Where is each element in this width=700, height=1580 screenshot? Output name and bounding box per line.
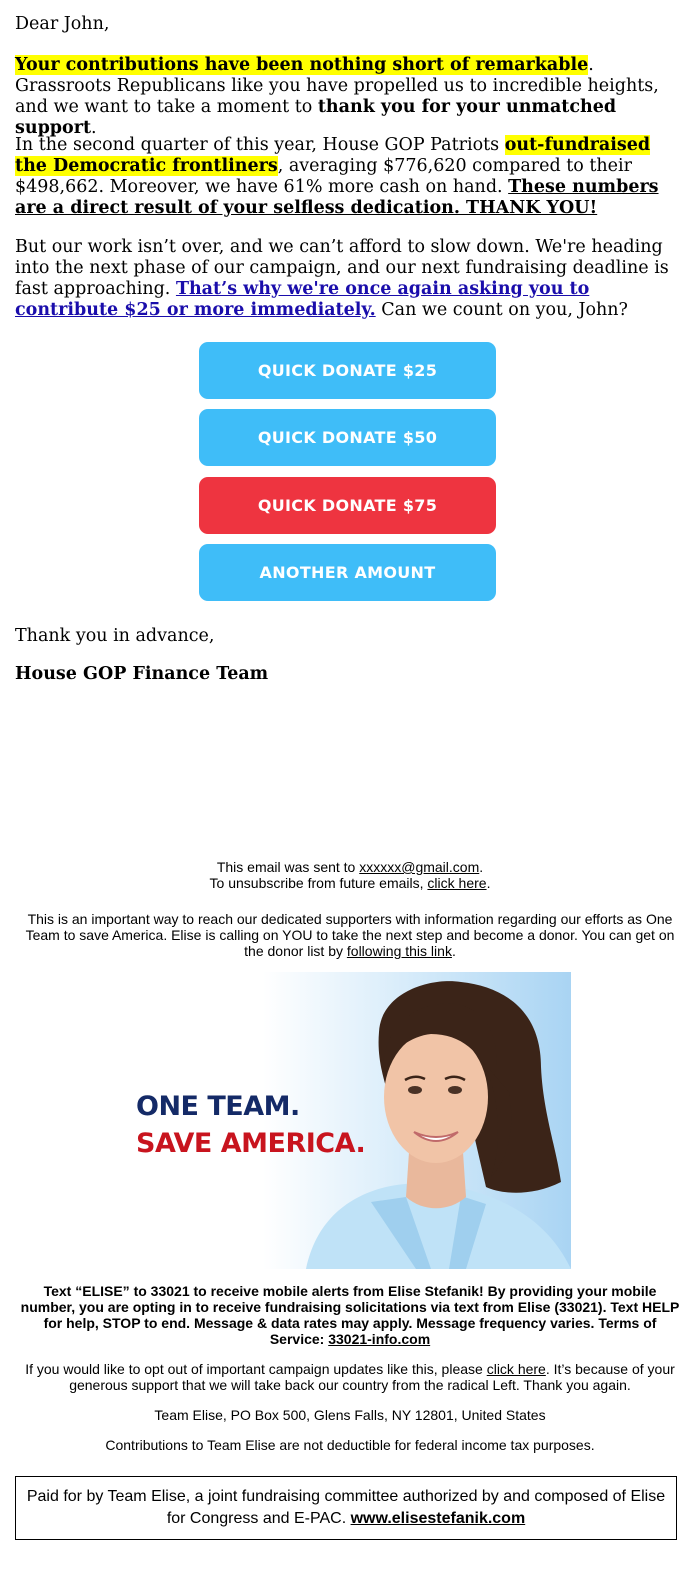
punctuation: . — [486, 875, 491, 891]
recipient-email-link[interactable]: xxxxxx@gmail.com — [359, 859, 480, 875]
paid-for-disclaimer — [15, 1476, 677, 1540]
opt-out-link[interactable]: click here — [486, 1361, 546, 1377]
important-text: This is an important way to reach our dedicated supporters with information regarding our efforts as One Team to save America. Elise is calling on YOU to take the next step and become a donor. You can get on the donor list by — [25, 911, 675, 959]
another-amount-button[interactable]: ANOTHER AMOUNT — [199, 544, 496, 601]
highlight-text: Your contributions have been nothing short of remarkable — [15, 55, 589, 75]
opt-out-prefix: If you would like to opt out of important campaign updates like this, please — [25, 1361, 487, 1377]
body-text: . — [91, 118, 97, 138]
banner-headline-one-team: ONE TEAM. — [136, 1091, 300, 1122]
paragraph-stats — [15, 135, 687, 219]
punctuation: . — [451, 943, 456, 959]
terms-of-service-link[interactable]: 33021-info.com — [328, 1331, 431, 1347]
greeting: Dear John, — [15, 14, 110, 34]
highlight-text: out-fundraised the Democratic frontliners — [15, 135, 651, 176]
sms-text: Text “ELISE” to 33021 to receive mobile alerts from Elise Stefanik! By providing your mobile number, you are opting in to receive fundraising solicitations via text from Elise (33021). Text HELP for help, STOP to end. Message & data rates may apply. Message frequency varies. Terms of Service: — [20, 1283, 680, 1347]
body-text: , averaging $776,620 compared to their $498,662. Moreover, we have 61% more cash on hand. — [15, 156, 632, 197]
quick-donate-75-button[interactable]: QUICK DONATE $75 — [199, 477, 496, 534]
underlined-bold-text: These numbers are a direct result of your selfless dedication. THANK YOU! — [15, 177, 659, 218]
paragraph-thanks — [15, 55, 687, 139]
tax-disclaimer: Contributions to Team Elise are not deductible for federal income tax purposes. — [105, 1437, 595, 1453]
opt-out-suffix: . It’s because of your generous support that we will take back our country from the radical Left. Thank you again. — [69, 1361, 675, 1393]
opt-out-notice — [15, 1361, 685, 1393]
sms-notice — [15, 1283, 685, 1347]
mailing-address: Team Elise, PO Box 500, Glens Falls, NY 12801, United States — [154, 1407, 546, 1423]
body-text: But our work isn’t over, and we can’t afford to slow down. We're heading into the next phase of our campaign, and our next fundraising deadline is fast approaching. — [15, 237, 669, 299]
paragraph-ask — [15, 237, 687, 321]
punctuation: . — [479, 859, 484, 875]
body-text: Can we count on you, John? — [375, 300, 628, 320]
contribute-link[interactable]: That’s why we're once again asking you to contribute $25 or more immediately. — [15, 279, 590, 320]
sent-to-prefix: This email was sent to — [216, 859, 360, 875]
website-link[interactable]: www.elisestefanik.com — [350, 1510, 526, 1527]
body-text: . Grassroots Republicans like you have propelled us to incredible heights, and we want to take a moment to — [15, 55, 659, 117]
unsubscribe-prefix: To unsubscribe from future emails, — [209, 875, 428, 891]
unsubscribe-link[interactable]: click here — [427, 875, 487, 891]
donor-list-link[interactable]: following this link — [346, 943, 452, 959]
body-text: In the second quarter of this year, House GOP Patriots — [15, 135, 505, 155]
paid-for-text: Paid for by Team Elise, a joint fundraising committee authorized by and composed of Elise for Congress and E-PAC. — [26, 1488, 666, 1527]
bold-text: thank you for your unmatched support — [15, 97, 617, 138]
quick-donate-50-button[interactable]: QUICK DONATE $50 — [199, 409, 496, 466]
quick-donate-25-button[interactable]: QUICK DONATE $25 — [199, 342, 496, 399]
one-team-banner-image[interactable] — [131, 972, 571, 1269]
banner-headline-save-america: SAVE AMERICA. — [136, 1128, 366, 1159]
closing-text: Thank you in advance, — [15, 626, 215, 646]
sent-to-notice — [15, 859, 685, 891]
important-notice — [15, 911, 685, 959]
signature: House GOP Finance Team — [15, 664, 269, 684]
